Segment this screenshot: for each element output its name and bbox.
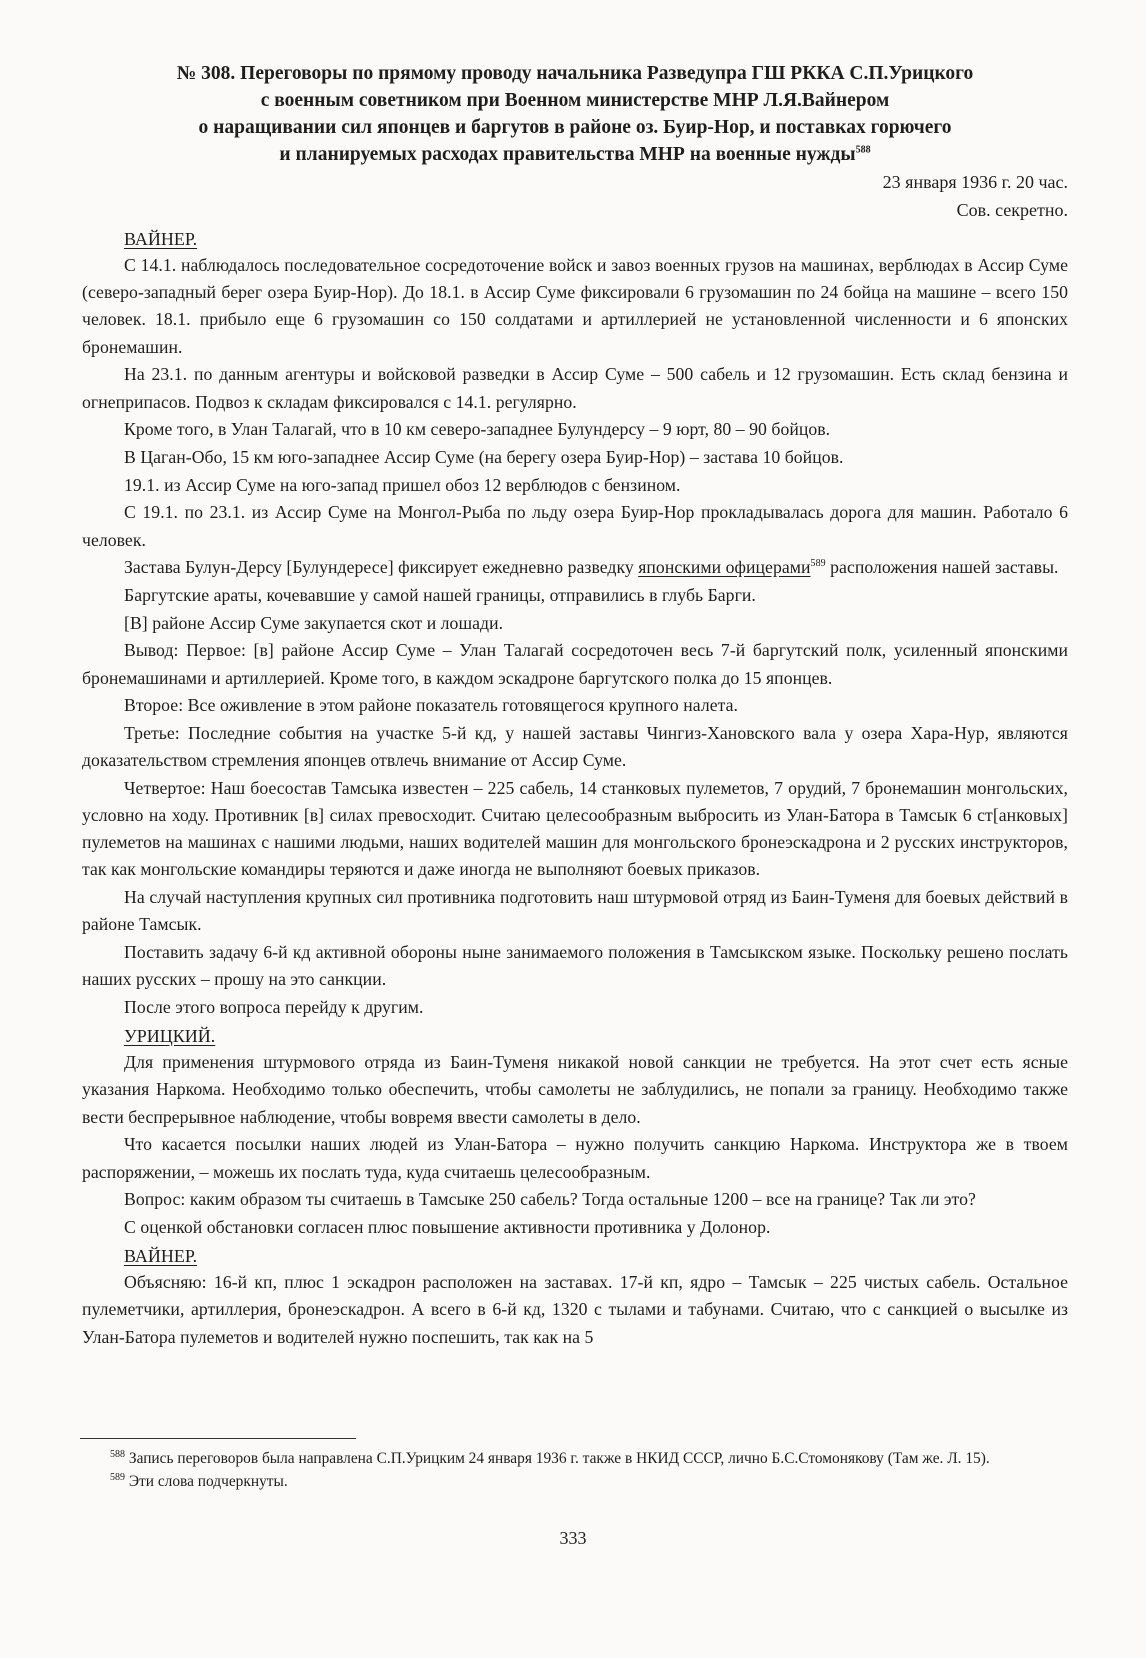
paragraph: На случай наступления крупных сил противника подготовить наш штурмовой отряд из Баин-Туменя для боевых действий в районе Тамсык. [82, 887, 1068, 935]
paragraph: [В] районе Ассир Суме закупается скот и лошади. [124, 612, 504, 633]
paragraph: Что касается посылки наших людей из Улан-Батора – нужно получить санкцию Наркома. Инструктора же в твоем распоряжении, – можешь их послать туда, куда считаешь целесообразным. [82, 1134, 1068, 1182]
paragraph: На 23.1. по данным агентуры и войсковой разведки в Ассир Суме – 500 сабель и 12 грузомашин. Есть склад бензина и огнеприпасов. Подвоз к складам фиксировался с 14.1. регулярно. [82, 364, 1068, 412]
footnote [82, 1471, 1068, 1494]
paragraph: Объясняю: 16-й кп, плюс 1 эскадрон расположен на заставах. 17-й кп, ядро – Тамсык – 225 чистых сабель. Остальное пулеметчики, артиллерия, бронеэскадрон. А всего в 6-й кд, 1320 с тылами и табунами. Считаю, что с санкцией о высылке из Улан-Батора пулеметов и водителей нужно поспешить, так как на 5 [82, 1272, 1068, 1347]
paragraph: Четвертое: Наш боесостав Тамсыка известен – 225 сабель, 14 станковых пулеметов, 7 орудий, 7 бронемашин монгольских, условно на ходу. Противник [в] силах превосходит. Считаю целесообразным выбросить из Улан-Батора в Тамсык 6 ст[анковых] пулеметов на машинах с нашими людьми, наших водителей машин для монгольского бронеэскадрона и 2 русских инструкторов, так как монгольские командиры теряются и даже иногда не выполняют боевых приказов. [82, 777, 1068, 880]
speaker-label: ВАЙНЕР. [124, 1246, 198, 1267]
paragraph-text: расположения нашей заставы. [825, 557, 1059, 578]
footnote-number: 589 [110, 1471, 125, 1483]
title-line: о наращивании сил японцев и баргутов в районе оз. Буир-Нор, и поставках горючего [198, 117, 952, 138]
paragraph: В Цаган-Обо, 15 км юго-западнее Ассир Суме (на берегу озера Буир-Нор) – застава 10 бойцов. [124, 446, 844, 467]
underlined-phrase: японскими офицерами [638, 557, 811, 578]
paragraph [82, 554, 1068, 581]
title-line: и планируемых расходах правительства МНР на военные нужды [279, 144, 856, 165]
paragraph: Третье: Последние события на участке 5-й кд, у нашей заставы Чингиз-Хановского вала у озера Хара-Нур, являются доказательством стремления японцев отвлечь внимание от Ассир Суме. [82, 722, 1068, 771]
paragraph: Поставить задачу 6-й кд активной обороны ныне занимаемого положения в Тамсыкском языке. Поскольку решено послать наших русских – прошу на это санкции. [82, 942, 1068, 990]
paragraph: Вывод: Первое: [в] районе Ассир Суме – Улан Талагай сосредоточен весь 7-й баргутский полк, усиленный японскими бронемашинами и артиллерией. Кроме того, в каждом эскадроне баргутского полка до 15 японцев. [82, 640, 1068, 688]
footnote-ref: 588 [855, 144, 871, 156]
paragraph-text: Застава Булун-Дерсу [Булундересе] фиксирует ежедневно разведку [124, 557, 639, 578]
title-line: с военным советником при Военном министерстве МНР Л.Я.Вайнером [260, 90, 890, 111]
document-title [82, 60, 1068, 168]
footnote-text: Запись переговоров была направлена С.П.Урицким 24 января 1936 г. также в НКИД СССР, лично Б.С.Стомонякову (Там же. Л. 15). [128, 1450, 990, 1467]
paragraph: С 19.1. по 23.1. из Ассир Суме на Монгол-Рыба по льду озера Буир-Нор прокладывалась дорога для машин. Работало 6 человек. [82, 502, 1068, 550]
footnote [82, 1448, 1068, 1471]
document-page [82, 60, 1068, 1351]
paragraph: Вопрос: каким образом ты считаешь в Тамсыке 250 сабель? Тогда остальные 1200 – все на границе? Так ли это? [124, 1189, 976, 1210]
title-line: № 308. Переговоры по прямому проводу начальника Разведупра ГШ РККА С.П.Урицкого [176, 63, 974, 84]
footnote-text: Эти слова подчеркнуты. [128, 1472, 288, 1490]
paragraph: С 14.1. наблюдалось последовательное сосредоточение войск и завоз военных грузов на машинах, верблюдах в Ассир Суме (северо-западный берег озера Буир-Нор). До 18.1. в Ассир Суме фиксировали 6 грузомашин по 24 бойца на машине – всего 150 человек. 18.1. прибыло еще 6 грузомашин со 150 солдатами и артиллерией не установленной численности и 6 японских бронемашин. [82, 255, 1068, 357]
footnotes [82, 1448, 1068, 1493]
speaker-label: ВАЙНЕР. [124, 229, 198, 249]
footnote-ref: 589 [810, 558, 826, 570]
paragraph: Кроме того, в Улан Талагай, что в 10 км северо-западнее Булундерсу – 9 юрт, 80 – 90 бойцов. [124, 419, 831, 440]
speaker-label: УРИЦКИЙ. [124, 1026, 216, 1047]
footnote-number: 588 [110, 1448, 125, 1460]
paragraph: Баргутские араты, кочевавшие у самой нашей границы, отправились в глубь Барги. [124, 584, 756, 605]
classification-stamp: Сов. секретно. [956, 200, 1068, 220]
paragraph: Второе: Все оживление в этом районе показатель готовящегося крупного налета. [124, 695, 738, 716]
paragraph: С оценкой обстановки согласен плюс повышение активности противника у Долонор. [124, 1216, 771, 1237]
paragraph: 19.1. из Ассир Суме на юго-запад пришел обоз 12 верблюдов с бензином. [124, 474, 681, 495]
footnote-divider [80, 1438, 356, 1439]
document-date: 23 января 1936 г. 20 час. [882, 172, 1068, 192]
paragraph: Для применения штурмового отряда из Баин-Туменя никакой новой санкции не требуется. На этот счет есть ясные указания Наркома. Необходимо только обеспечить, чтобы самолеты не заблудились, не попали за границу. Необходимо также вести беспрерывное наблюдение, чтобы вовремя ввести самолеты в дело. [82, 1052, 1068, 1127]
page-number: 333 [559, 1528, 587, 1548]
paragraph: После этого вопроса перейду к другим. [124, 996, 424, 1017]
